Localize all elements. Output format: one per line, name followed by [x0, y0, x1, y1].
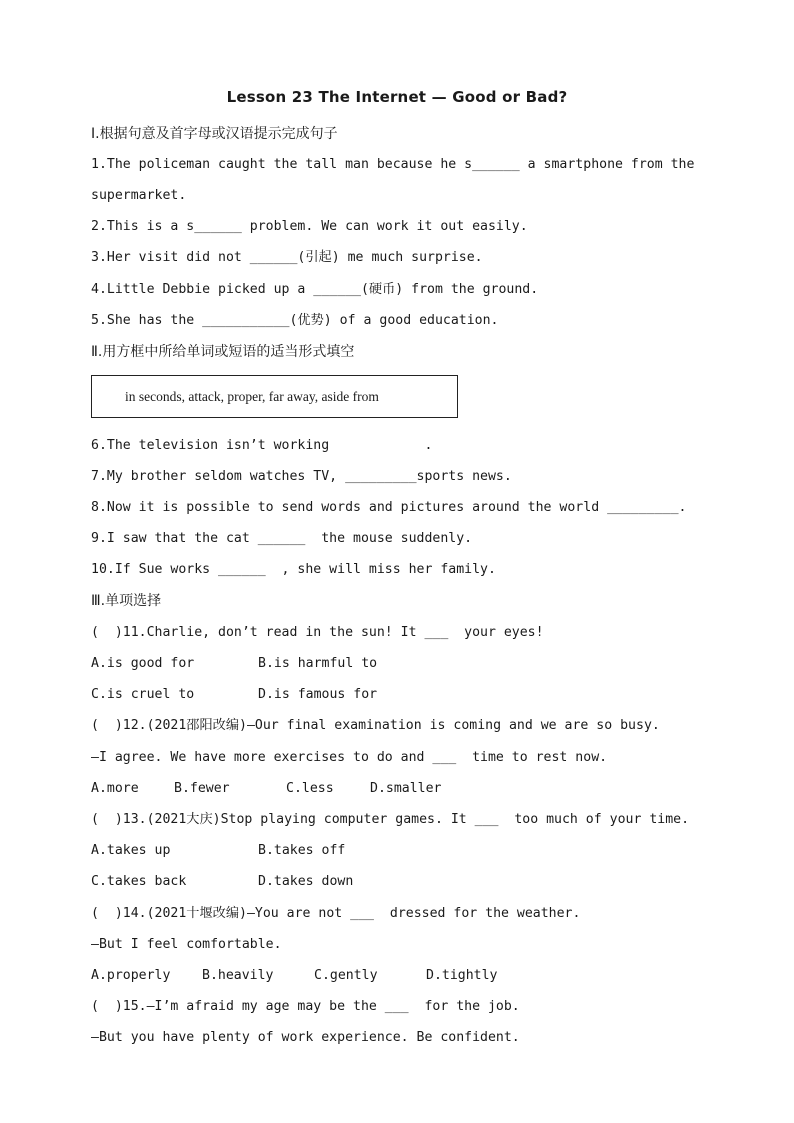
q12-option-d: D.smaller: [370, 781, 442, 796]
page-title: Lesson 23 The Internet — Good or Bad?: [226, 88, 568, 106]
q12-option-a: A.more: [91, 781, 139, 796]
q13-option-d: D.takes down: [258, 874, 354, 889]
question-4: 4.Little Debbie picked up a ______(硬币) from the ground.: [91, 282, 539, 297]
q11-option-a: A.is good for: [91, 656, 195, 671]
question-11: ( )11.Charlie, don’t read in the sun! It ___ your eyes!: [91, 625, 544, 640]
question-5: 5.She has the ___________(优势) of a good education.: [91, 313, 499, 328]
question-15-line-1: ( )15.—I’m afraid my age may be the ___ for the job.: [91, 999, 520, 1014]
q12-option-c: C.less: [286, 781, 334, 796]
question-12-line-2: —I agree. We have more exercises to do and ___ time to rest now.: [91, 750, 608, 765]
question-12-line-1: ( )12.(2021邵阳改编)—Our final examination is coming and we are so busy.: [91, 718, 660, 733]
question-13: ( )13.(2021大庆)Stop playing computer games. It ___ too much of your time.: [91, 812, 690, 827]
question-1-line-1: 1.The policeman caught the tall man because he s______ a smartphone from the: [91, 157, 695, 172]
question-15-line-2: —But you have plenty of work experience. Be confident.: [91, 1030, 520, 1045]
question-9: 9.I saw that the cat ______ the mouse suddenly.: [91, 531, 473, 546]
q13-option-a: A.takes up: [91, 843, 171, 858]
question-2: 2.This is a s______ problem. We can work it out easily.: [91, 219, 528, 234]
q12-option-b: B.fewer: [174, 781, 230, 796]
q14-option-d: D.tightly: [426, 968, 498, 983]
question-1-line-2: supermarket.: [91, 188, 187, 203]
question-3: 3.Her visit did not ______(引起) me much surprise.: [91, 250, 483, 265]
q14-option-b: B.heavily: [202, 968, 274, 983]
q11-option-c: C.is cruel to: [91, 687, 195, 702]
section-1-heading: Ⅰ.根据句意及首字母或汉语提示完成句子: [91, 126, 338, 142]
question-14-line-1: ( )14.(2021十堰改编)—You are not ___ dressed for the weather.: [91, 906, 581, 921]
q14-option-a: A.properly: [91, 968, 171, 983]
question-10: 10.If Sue works ______ , she will miss her family.: [91, 562, 496, 577]
q11-option-d: D.is famous for: [258, 687, 378, 702]
section-2-heading: Ⅱ.用方框中所给单词或短语的适当形式填空: [91, 344, 355, 360]
section-3-heading: Ⅲ.单项选择: [91, 593, 162, 609]
word-box: [91, 375, 458, 418]
q13-option-b: B.takes off: [258, 843, 346, 858]
question-7: 7.My brother seldom watches TV, _________sports news.: [91, 469, 512, 484]
word-box-text: in seconds, attack, proper, far away, aside from: [125, 388, 379, 404]
question-14-line-2: —But I feel comfortable.: [91, 937, 282, 952]
q11-option-b: B.is harmful to: [258, 656, 378, 671]
q14-option-c: C.gently: [314, 968, 378, 983]
question-8: 8.Now it is possible to send words and pictures around the world _________.: [91, 500, 687, 515]
question-6: 6.The television isn’t working .: [91, 438, 433, 453]
q13-option-c: C.takes back: [91, 874, 187, 889]
